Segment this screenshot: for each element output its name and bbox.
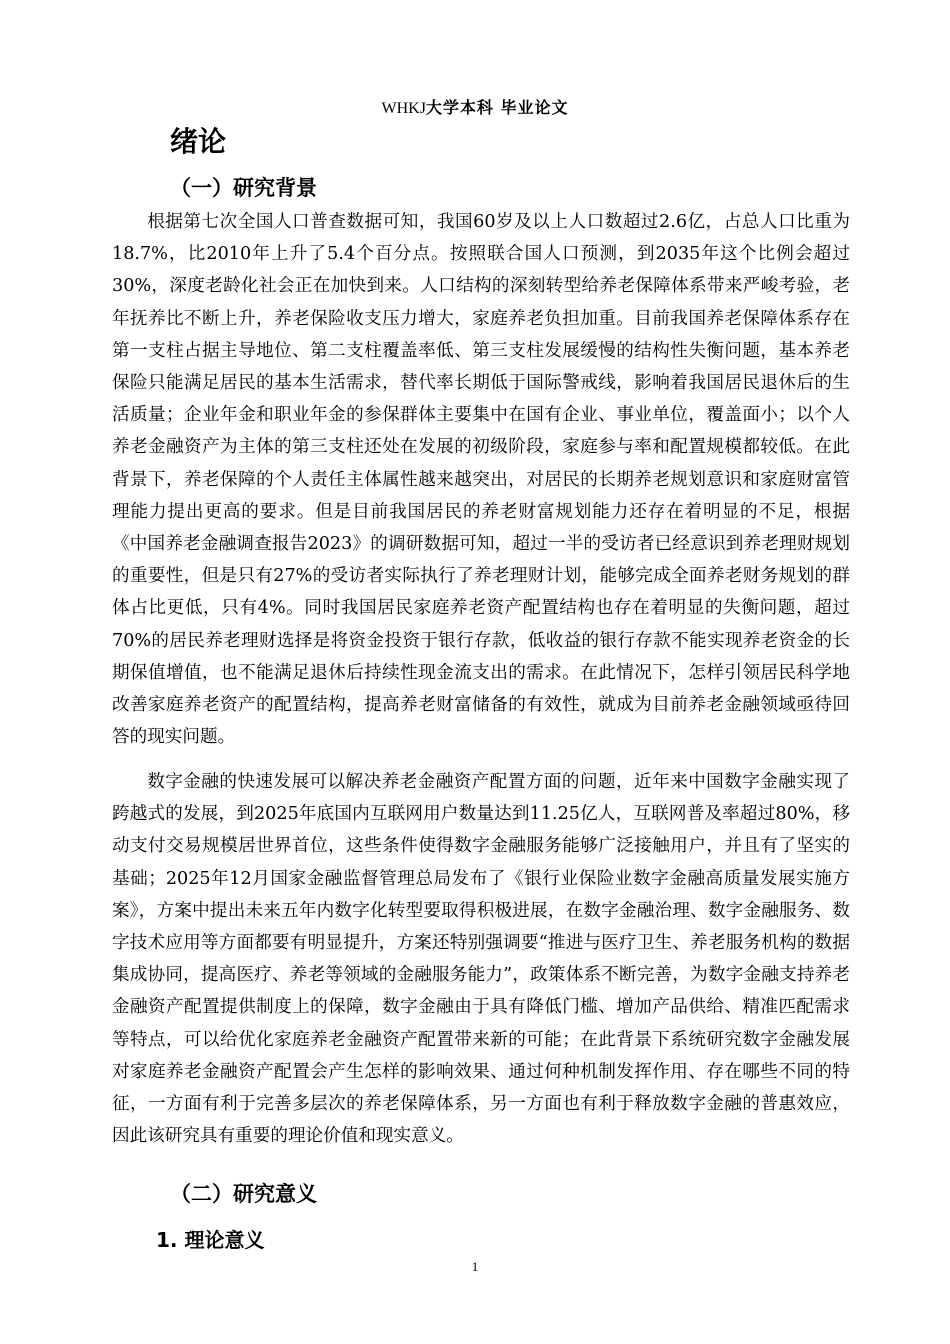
running-header — [0, 96, 950, 121]
section-title-background: （一）研究背景 — [170, 176, 317, 200]
paragraph-background-2: 数字金融的快速发展可以解决养老金融资产配置方面的问题，近年来中国数字金融实现了跨越式的发展，到2025年底国内互联网用户数量达到11.25亿人，互联网普及率超过80%，移动支付交易规模居世界首位，这些条件使得数字金融服务能够广泛接触用户，并且有了坚实的基础；2025年12月国家金融监督管理总局发布了《银行业保险业数字金融高质量发展实施方案》，方案中提出未来五年内数字化转型要取得积极进展，在数字金融治理、数字金融服务、数字技术应用等方面都要有明显提升，方案还特别强调要“推进与医疗卫生、养老服务机构的数据集成协同，提高医疗、养老等领域的金融服务能力”，政策体系不断完善，为数字金融支持养老金融资产配置提供制度上的保障，数字金融由于具有降低门槛、增加产品供给、精准匹配需求等特点，可以给优化家庭养老金融资产配置带来新的可能；在此背景下系统研究数字金融发展对家庭养老金融资产配置会产生怎样的影响效果、通过何种机制发挥作用、存在哪些不同的特征，一方面有利于完善多层次的养老保障体系，另一方面也有利于释放数字金融的普惠效应，因此该研究具有重要的理论价值和现实意义。 — [112, 772, 850, 1147]
header-prefix: WHKJ — [381, 100, 426, 117]
subsection-title-theoretical: 1. 理论意义 — [156, 1228, 265, 1252]
header-title: 大学本科 毕业论文 — [425, 98, 569, 117]
chapter-title: 绪论 — [170, 125, 227, 158]
page-number: 1 — [471, 1259, 479, 1274]
section-title-significance: （二）研究意义 — [170, 1182, 317, 1206]
paragraph-background-1: 根据第七次全国人口普查数据可知，我国60岁及以上人口数超过2.6亿，占总人口比重为18.7%，比2010年上升了5.4个百分点。按照联合国人口预测，到2035年这个比例会超过30%，深度老龄化社会正在加快到来。人口结构的深刻转型给养老保障体系带来严峻考验，老年抚养比不断上升，养老保险收支压力增大，家庭养老负担加重。目前我国养老保障体系存在第一支柱占据主导地位、第二支柱覆盖率低、第三支柱发展缓慢的结构性失衡问题，基本养老保险只能满足居民的基本生活需求，替代率长期低于国际警戒线，影响着我国居民退休后的生活质量；企业年金和职业年金的参保群体主要集中在国有企业、事业单位，覆盖面小；以个人养老金融资产为主体的第三支柱还处在发展的初级阶段，家庭参与率和配置规模都较低。在此背景下，养老保障的个人责任主体属性越来越突出，对居民的长期养老规划意识和家庭财富管理能力提出更高的要求。但是目前我国居民的养老财富规划能力还存在着明显的不足，根据《中国养老金融调查报告2023》的调研数据可知，超过一半的受访者已经意识到养老理财规划的重要性，但是只有27%的受访者实际执行了养老理财计划，能够完成全面养老财务规划的群体占比更低，只有4%。同时我国居民家庭养老资产配置结构也存在着明显的失衡问题，超过70%的居民养老理财选择是将资金投资于银行存款，低收益的银行存款不能实现养老资金的长期保值增值，也不能满足退休后持续性现金流支出的需求。在此情况下，怎样引领居民科学地改善家庭养老资产的配置结构，提高养老财富储备的有效性，就成为目前养老金融领域亟待回答的现实问题。 — [112, 212, 850, 748]
